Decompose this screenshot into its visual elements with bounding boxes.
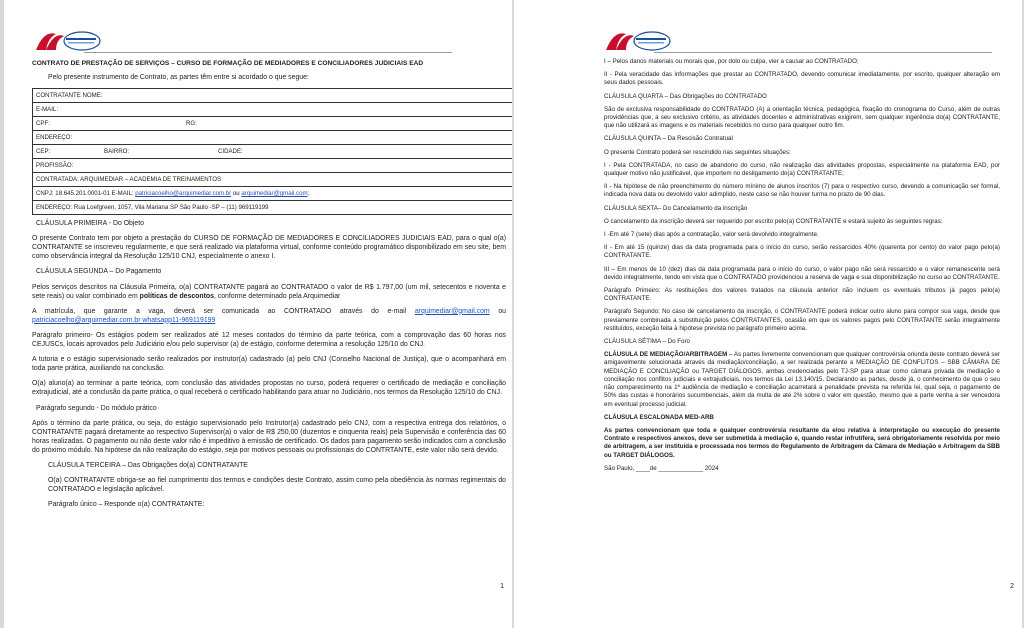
- form-cnpj: [33, 187, 513, 201]
- clause-2-title: CLÁUSULA SEGUNDA – Do Pagamento: [36, 268, 162, 276]
- form-cep: CEP:: [36, 148, 51, 156]
- clause-escalonada-title: CLÁUSULA ESCALONADA MED-ARB: [604, 413, 714, 421]
- item-ii: II - Pela veracidade das informações que prestar ao CONTRATADO, devendo comunicar imediatamente, por escrito, qualquer alteração em seus dados pessoais.: [604, 71, 1000, 87]
- form-cidade: CIDADE:: [218, 148, 243, 156]
- clause-3-paragraph-unico: Parágrafo único – Responde o(a) CONTRATANTE:: [48, 501, 205, 509]
- clause-6-intro: O cancelamento da inscrição deverá ser requerido por escrito pelo(a) CONTRATANTE e estará sujeito às seguintes regras:: [604, 217, 943, 225]
- clause-6-i: I -Em até 7 (sete) dias após a contratação, valor será devolvido integralmente.: [604, 231, 819, 239]
- clause-escalonada-text: As partes convencionam que toda e qualquer controvérsia resultante da e/ou relativa à interpretação ou execução do presente Contrato e respectivos anexos, deve ser submetida à mediação e, quando restar infrutífera, será obrigatoriamente resolvida por meio de arbitragem, a ser instituída e processada nos termos do Regulamento de Arbitragem da Câmara de Mediação e Arbitragem da SBB ou TARGET DIÁLOGOS.: [604, 426, 1000, 459]
- clause-mediation: [604, 351, 1000, 408]
- clause-1-text: O presente Contrato tem por objeto a prestação do CURSO DE FORMAÇÃO DE MEDIADORES E CONCILIADORES JUDICIAIS EAD, para o qual o(a) CONTRATANTE se inscreveu regularmente, e que será realizado via plataforma virtual, conforme conteúdo programático disponibilizado em seu site, bem como observância integral da Resolução 125/10 CNJ, especialmente o anexo I.: [32, 235, 506, 261]
- intro-text: Pelo presente instrumento de Contrato, as partes têm entre si acordado o que segue:: [48, 74, 309, 81]
- clause-2-matricula: [32, 307, 506, 325]
- arquimediar-logo: [604, 28, 676, 54]
- clause-2-paragraph-2-title: Parágrafo segundo - Do módulo prático: [36, 404, 157, 412]
- clause-mediation-title: CLÁUSULA DE MEDIAÇÃO/ARBITRAGEM: [604, 351, 728, 359]
- header-rule: [654, 52, 992, 53]
- page-2-content: [604, 58, 1000, 478]
- form-bairro: BAIRRO:: [104, 148, 130, 156]
- clause-6-ii: II - Em até 15 (quinze) dias da data programada para o início do curso, serão ressarcidos 40% (quarenta por cento) do valor pago pelo(a) CONTRATANTE.: [604, 244, 1000, 260]
- form-email: E-MAIL:: [33, 103, 513, 117]
- clause-1-title: CLÁUSULA PRIMEIRA - Do Objeto: [36, 220, 144, 228]
- item-i: I – Pelos danos materiais ou morais que, por dolo ou culpa, vier a causar ao CONTRATADO;: [604, 58, 859, 65]
- email-link-2[interactable]: arquimediar@gmail.com: [241, 190, 308, 198]
- form-endereco: ENDEREÇO:: [33, 131, 513, 145]
- clause-5-intro: O presente Contrato poderá ser rescindido nas seguintes situações:: [604, 148, 791, 156]
- clause-5-ii: II - Na hipótese de não preenchimento do número mínimo de alunos inscritos (7) para o respectivo curso, devendo a comunicação ser formal, indicada nova data ou devolvido valor adimplido, neste caso se não houver turma no prazo de 90 dias.: [604, 183, 1000, 199]
- matricula-ou: ou: [498, 307, 506, 315]
- date-line: São Paulo, ____de _____________ 2024: [604, 464, 719, 472]
- clause-2-paragraph-1: Parágrafo primeiro- Os estágios podem ser realizados até 12 meses contados do término da parte teórica, com a comprovação das 60 horas nos CEJUSCs, locais aprovados pelo Judiciário e/ou pelo supervisor (a) de estágio, conforme determina a resolução 125/10 do CNJ.: [32, 331, 506, 349]
- form-endereco-contratada: ENDEREÇO: Rua Loefgreen, 1057, Vila Mariana SP São Paulo -SP – (11) 969119199: [33, 201, 513, 215]
- clause-4-text: São de exclusiva responsabilidade do CONTRATADO (A) a orientação técnica, pedagógica, fixação do cronograma do Curso, além de outras providências que, a seu exclusivo critério, as atividades docentes e administrativas exigirem, sem qualquer ingerência do(a) CONTRATANTE, que não utilizará as imagens e os materiais recebidos no curso para qualquer outro fim.: [604, 105, 1000, 130]
- form-cep-bairro-cidade: [33, 145, 513, 159]
- clause-2-text-b: , conforme determinado pela Arquimediar: [213, 292, 341, 300]
- contract-page-1: [4, 0, 512, 628]
- contract-page-2: [514, 0, 1022, 628]
- cnpj-label: CNPJ: 18.645.201.0001-01 E-MAIL:: [36, 190, 134, 198]
- clause-7-title: CLÁUSULA SÉTIMA – Do Foro: [604, 338, 690, 346]
- ou-label: ou: [232, 190, 240, 198]
- form-contratada: CONTRATADA: ARQUIMEDIAR – ACADEMIA DE TREINAMENTOS: [33, 173, 513, 187]
- clause-6-paragraph-1: Parágrafo Primeiro: As restituições dos valores tratados na cláusula anterior não incluem os eventuais tributos já pagos pelo(a) CONTRATANTE.: [604, 287, 1000, 303]
- clause-6-paragraph-2: Parágrafo Segundo: No caso de cancelamento da inscrição, o CONTRATANTE poderá indicar outro aluno para compor sua vaga, desde que previamente combinada a substituição pelos CONTRATANTES, ocasião em que os valores pagos pelo CONTRATANTE serão integralmente restituídos, exceção feita à hipótese prevista no parágrafo primeiro acima.: [604, 308, 1000, 332]
- clause-5-i: I - Pela CONTRATADA, no caso de abandono do curso, não realização das atividades propostas, especialmente na plataforma EAD, por qualquer motivo não justificável, que importem no desligamento do(a) CONTRATANTE;: [604, 161, 1000, 178]
- form-rg: RG:: [186, 120, 197, 128]
- form-cpf-rg: [33, 117, 513, 131]
- header-rule: [84, 52, 452, 53]
- matricula-email-link-1[interactable]: arquimediar@gmail.com: [414, 307, 490, 315]
- form-cpf: CPF:: [36, 120, 50, 128]
- page-number-1: 1: [500, 583, 504, 590]
- form-profissao: PROFISSÃO:: [33, 159, 513, 173]
- form-nome: CONTRATANTE NOME:: [33, 89, 513, 103]
- page-number-2: 2: [1010, 583, 1014, 590]
- contract-title: CONTRATO DE PRESTAÇÃO DE SERVIÇOS – CURSO DE FORMAÇÃO DE MEDIADORES E CONCILIADORES JUDICIAIS EAD: [32, 60, 424, 67]
- clause-2-paragraph-2-text: Após o término da parte prática, ou seja, do estágio supervisionado pelo Instrutor(a) cadastrado pelo CNJ, com a respectiva entrega dos relatórios, o CONTRATANTE pagará diretamente ao respectivo Supervisor(a) o valor de R$ 250,00 (duzentos e cinquenta reais) pela Supervisão e conferência das 60 horas realizadas. O pagamento ou não deste valor não é impeditivo à emissão de certificado. Os dados para pagamento serão indicados com a conclusão do próximo módulo. Na hipótese da não realização do estágio, seja por motivos pessoais ou profissionais do CONTRTANTE, este valor não será devido.: [32, 419, 506, 454]
- clause-2-aluno: O(a) aluno(a) ao terminar a parte teórica, com conclusão das atividades propostas no curso, poderá requerer o certificado de mediação e conciliação extrajudicial, até a conclusão da parte prática, o qual receberá o certificado habilitando para atuar no Judiciário, nos termos da Resolução 125/10 do CNJ.: [32, 380, 506, 397]
- clause-2-discount-policy: políticas de descontos: [139, 292, 214, 300]
- email-link-1[interactable]: patriciacoelho@arquimediar.com.br: [135, 190, 232, 198]
- matricula-email-link-2[interactable]: patriciacoelho@arquimediar.com.br whatsapp11-969119199: [32, 316, 216, 324]
- arquimediar-logo: [34, 28, 106, 54]
- clause-6-iii: III – Em menos de 10 (dez) dias da data programada para o início do curso, o valor pago não será ressarcido e o valor remanescente será devido integralmente, tendo em vista que o CONTRATADO providenciou a reserva de vaga e sua disponibilização no curso ao CONTRATANTE.: [604, 265, 1000, 281]
- clause-2-text-a: Pelos serviços descritos na Cláusula Primeira, o(a) CONTRATANTE pagará ao CONTRATADO o valor de R$ 1.797,00 (um mil, setecentos e noventa e sete reais) ou valor combinado em: [32, 283, 506, 300]
- cnpj-suffix: ;: [307, 190, 310, 198]
- clause-2-tutoria: A tutoria e o estágio supervisionado serão realizados por instrutor(a) cadastrado (a) pelo CNJ (Conselho Nacional de Justiça), que o acompanhará em toda parte prática, auxiliando na conclusão.: [32, 356, 506, 373]
- clause-3-text: O(a) CONTRATANTE obriga-se ao fiel cumprimento dos termos e condições deste Contrato, assim como pela obediência às normas regimentais do CONTRATADO e legislação aplicável.: [48, 477, 506, 494]
- clause-2-text: [32, 283, 506, 301]
- page-1-content: [32, 60, 506, 515]
- clause-6-title: CLÁUSULA SEXTA– Do Cancelamento da inscrição: [604, 204, 748, 212]
- party-info-table: [32, 88, 512, 215]
- clause-3-title: CLÁUSULA TERCEIRA – Das Obrigações do(a) CONTRATANTE: [48, 461, 248, 469]
- clause-5-title: CLÁUSULA QUINTA – Da Rescisão Contratual: [604, 135, 733, 143]
- clause-4-title: CLÁUSULA QUARTA – Das Obrigações do CONTRATADO: [604, 92, 767, 100]
- matricula-text: A matrícula, que garante a vaga, deverá ser comunicada ao CONTRATADO através do e-mail: [32, 307, 407, 315]
- clause-mediation-text: – As partes livremente convencionam que qualquer controvérsia oriunda deste contrato deverá ser amigavelmente solucionada através da mediação/conciliação, a ser realizada perante a MEDIAÇÃO DE CONFLITOS – SBB CÂMARA DE MEDIAÇÃO E CONCILIAÇÃO ou TARGET DIÁLOGOS, ambas credenciadas pelo TJ-SP para atuar como câmara privada de mediação e conciliação nos conflitos judiciais e extrajudiciais, nos termos da Lei 13.140/15. Declarando as partes, desde já, o conhecimento de que o seu não comparecimento na 1ª audiência de mediação e conciliação acarretará a penalidade prevista na referida lei, qual seja, o pagamento de 50% das custas e honorários sucumbenciais, além da multa de até 2% sobre o valor em questão, mesmo que a parte venha a ser vencedora em eventual processo judicial.: [604, 351, 1000, 408]
